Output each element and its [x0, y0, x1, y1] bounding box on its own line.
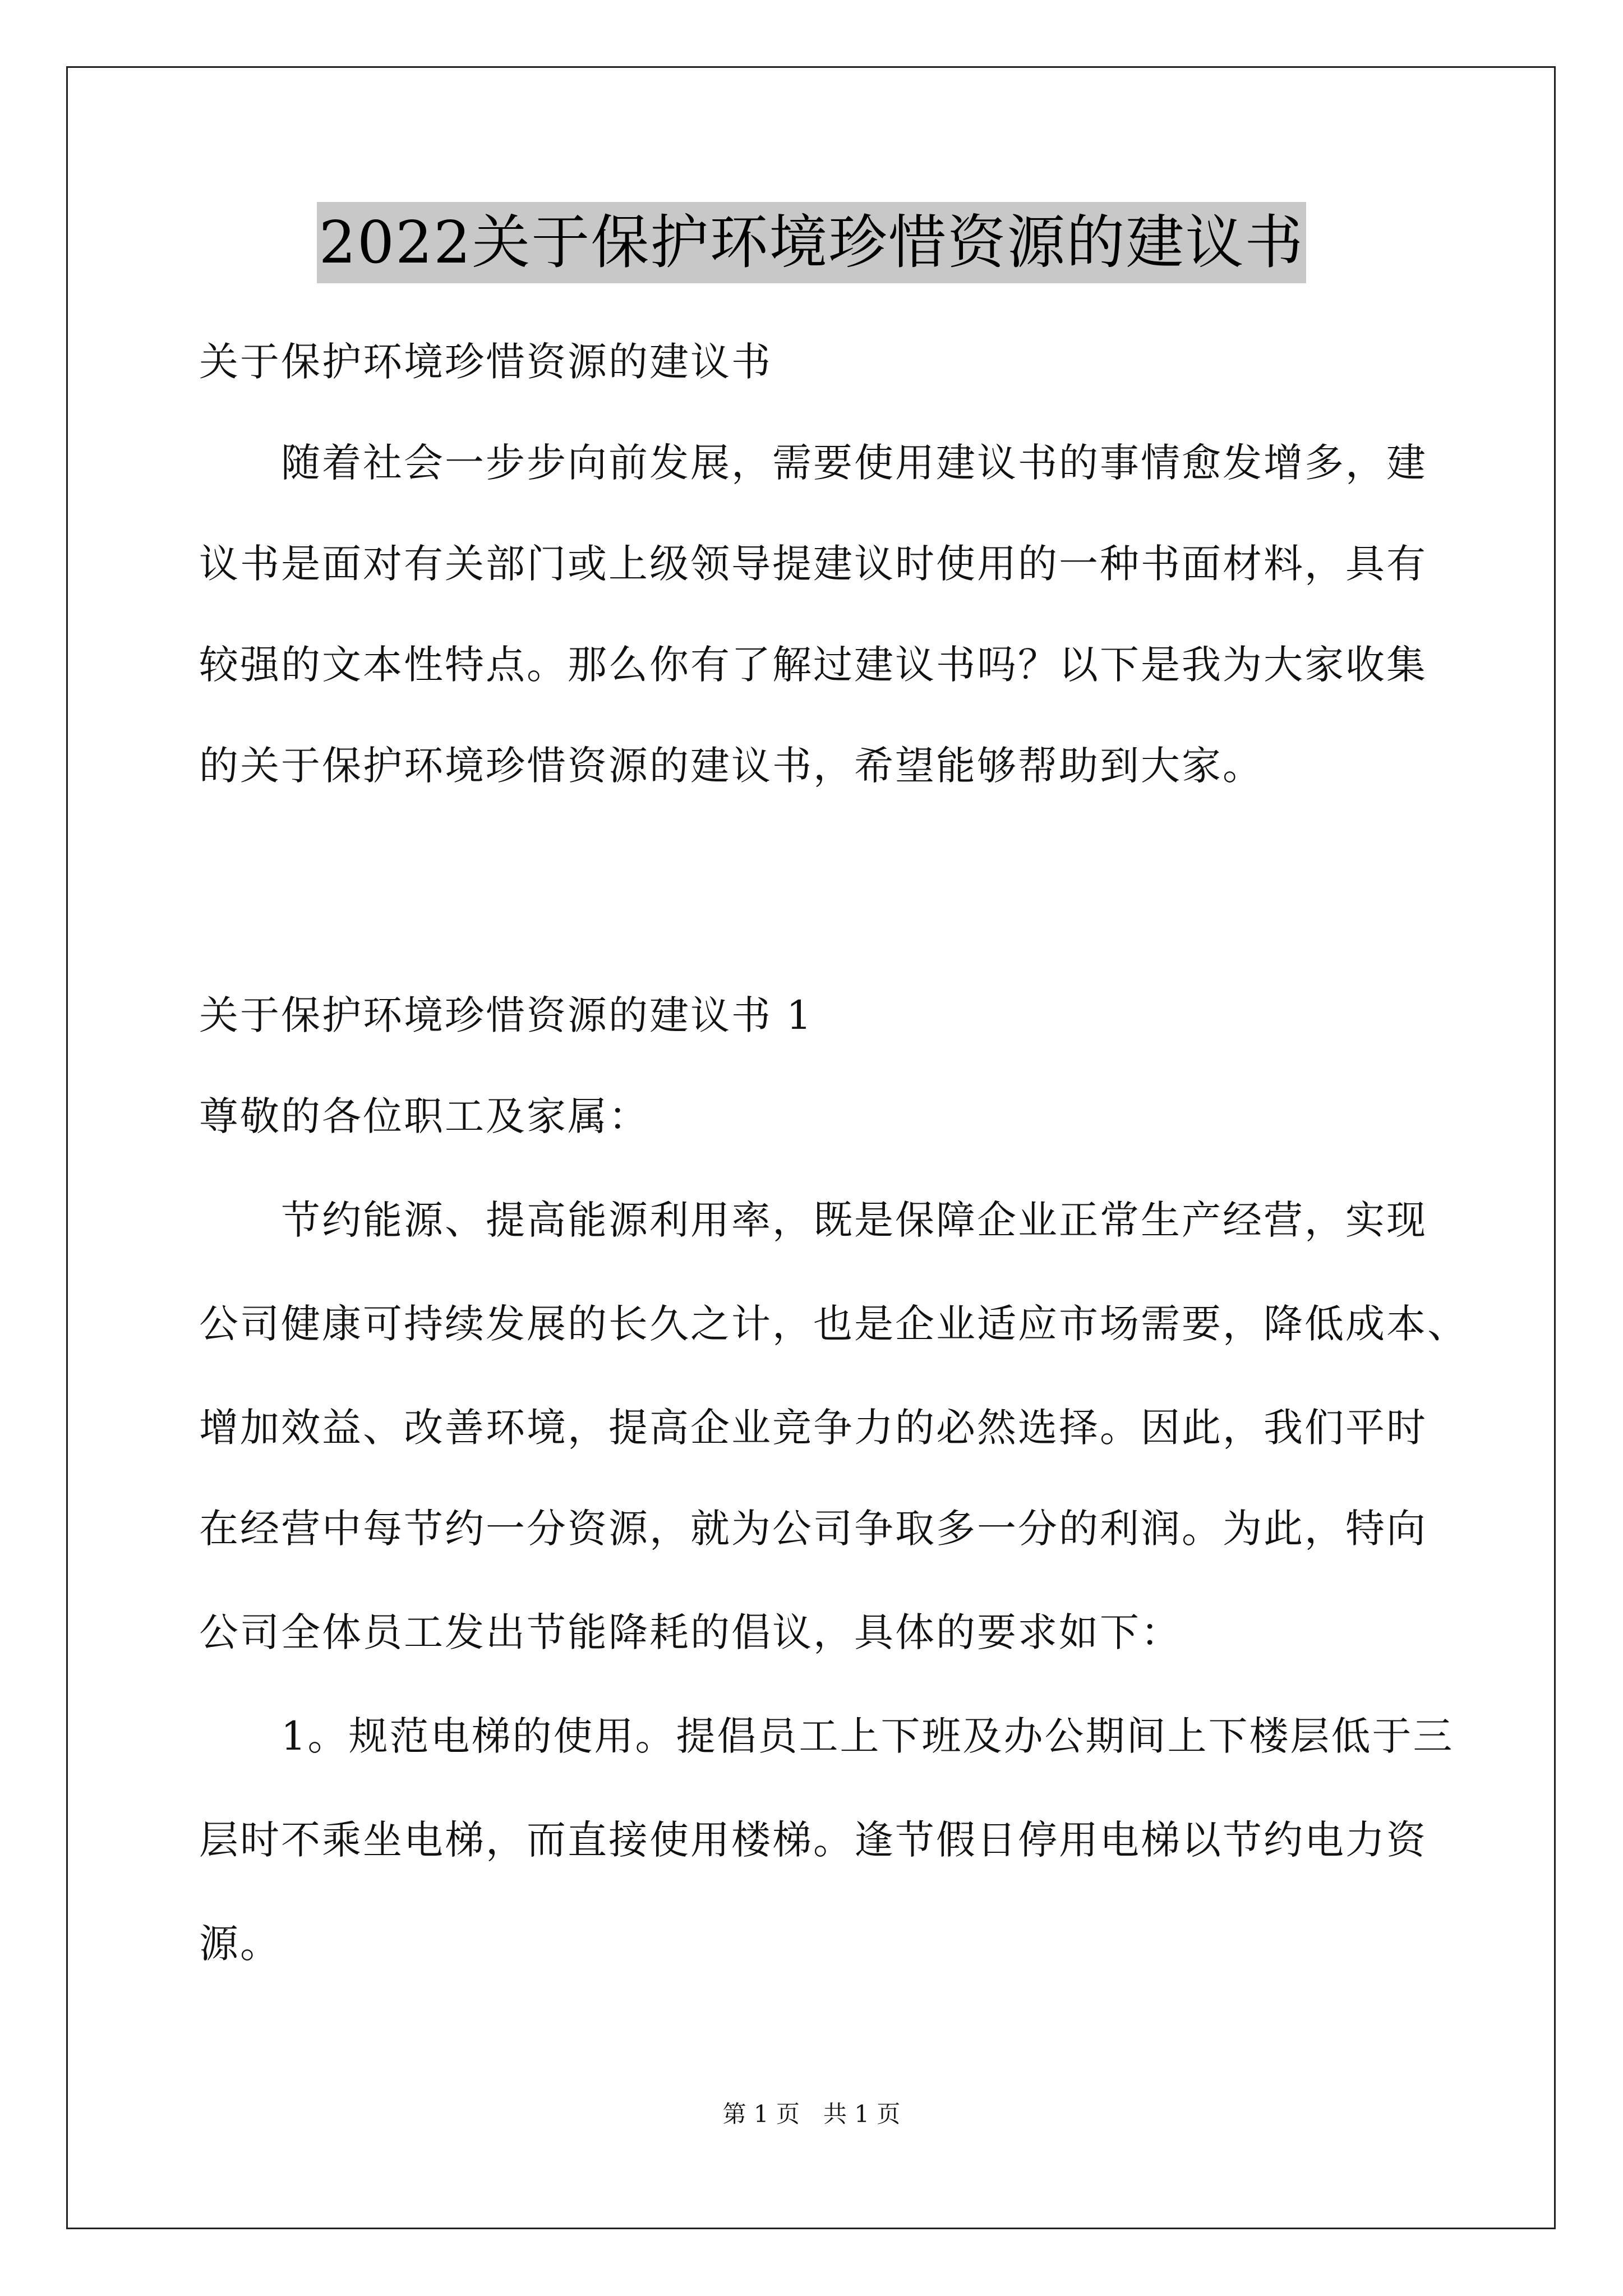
- salutation-line: 尊敬的各位职工及家属：: [199, 1093, 649, 1139]
- page-border: [66, 66, 1556, 2229]
- document-title: 2022关于保护环境珍惜资源的建议书: [317, 202, 1307, 283]
- body-line: 源。: [199, 1921, 281, 1967]
- body-line: 较强的文本性特点。那么你有了解过建议书吗？以下是我为大家收集: [199, 642, 1427, 688]
- body-line: 公司健康可持续发展的长久之计，也是企业适应市场需要，降低成本、: [199, 1301, 1468, 1347]
- section-heading: 关于保护环境珍惜资源的建议书 1: [199, 992, 813, 1038]
- page-number-footer: 第 1 页 共 1 页: [722, 2100, 901, 2128]
- body-line: 议书是面对有关部门或上级领导提建议时使用的一种书面材料，具有: [199, 541, 1427, 587]
- body-line: 的关于保护环境珍惜资源的建议书，希望能够帮助到大家。: [199, 743, 1264, 789]
- body-line: 1。规范电梯的使用。提倡员工上下班及办公期间上下楼层低于三: [199, 1713, 1454, 1759]
- subtitle-line: 关于保护环境珍惜资源的建议书: [199, 339, 772, 385]
- body-line: 公司全体员工发出节能降耗的倡议，具体的要求如下：: [199, 1609, 1182, 1655]
- body-line: 增加效益、改善环境，提高企业竞争力的必然选择。因此，我们平时: [199, 1405, 1427, 1451]
- title-container: [0, 202, 1623, 283]
- body-line: 在经营中每节约一分资源，就为公司争取多一分的利润。为此，特向: [199, 1506, 1427, 1552]
- body-line: 层时不乘坐电梯，而直接使用楼梯。逢节假日停用电梯以节约电力资: [199, 1817, 1427, 1863]
- body-line: 节约能源、提高能源利用率，既是保障企业正常生产经营，实现: [199, 1197, 1427, 1243]
- body-line: 随着社会一步步向前发展，需要使用建议书的事情愈发增多，建: [199, 440, 1427, 486]
